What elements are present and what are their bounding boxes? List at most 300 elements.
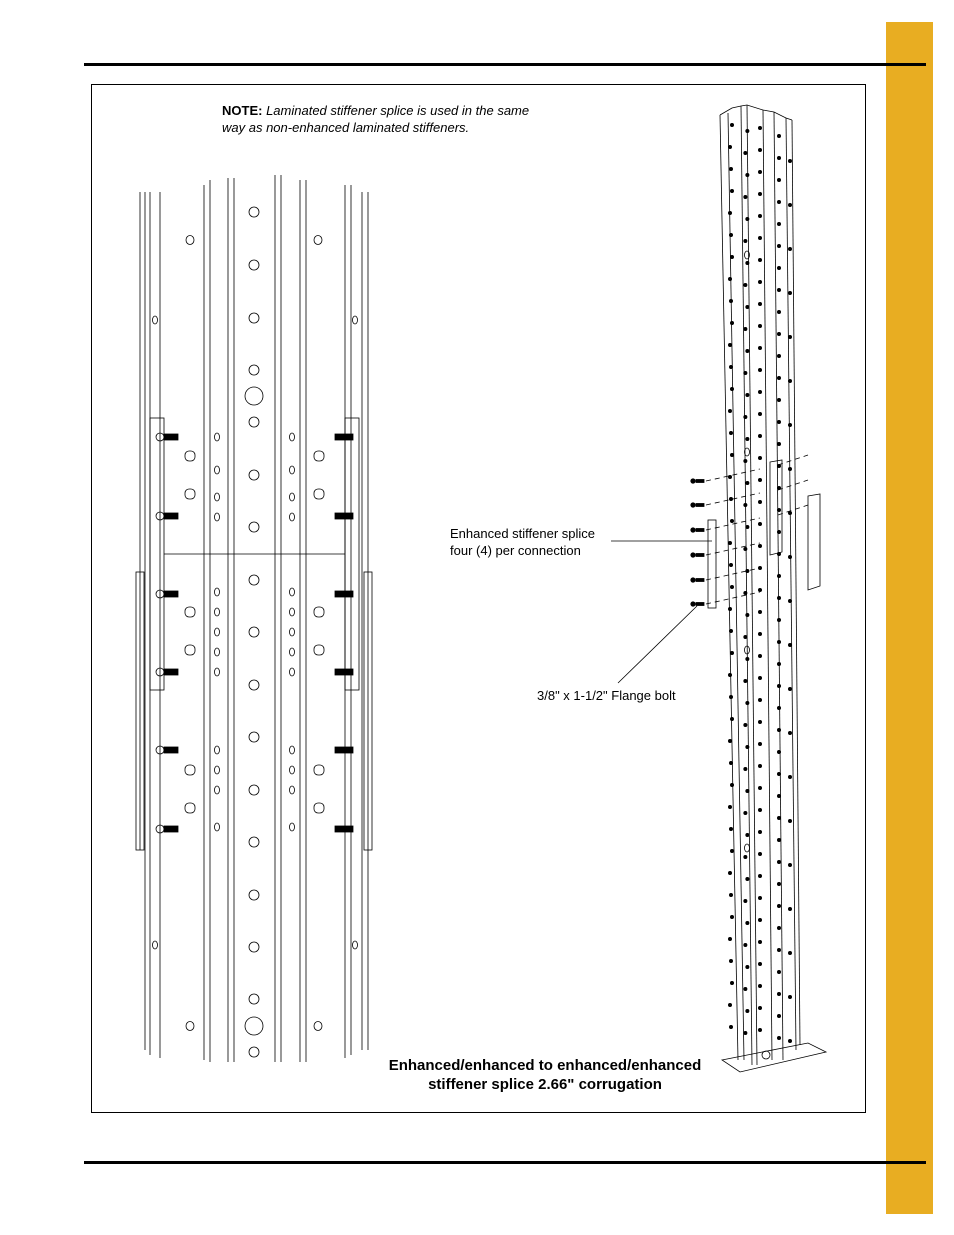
center-hole xyxy=(249,627,259,637)
slot-hole xyxy=(290,628,295,636)
center-hole xyxy=(249,207,259,217)
post-hole xyxy=(729,959,732,962)
post-hole xyxy=(730,519,733,522)
bolt-shank-left xyxy=(164,669,178,675)
bolt-callout: 3/8" x 1-1/2" Flange bolt xyxy=(537,688,676,703)
post-hole xyxy=(758,962,761,965)
post-hole xyxy=(744,767,747,770)
slot-hole xyxy=(290,766,295,774)
post-edge-line xyxy=(792,120,800,1045)
iso-splice-plate-mid xyxy=(770,460,782,555)
post-hole xyxy=(777,662,780,665)
slot-hole xyxy=(215,823,220,831)
iso-splice-plate-left xyxy=(708,520,716,608)
post-hole xyxy=(729,1025,732,1028)
post-hole xyxy=(744,987,747,990)
post-hole xyxy=(758,852,761,855)
post-hole xyxy=(777,178,780,181)
post-hole xyxy=(758,764,761,767)
post-hole xyxy=(744,679,747,682)
post-hole xyxy=(758,676,761,679)
iso-bolt-shank xyxy=(696,529,704,532)
splice-hole xyxy=(185,645,195,655)
post-hole xyxy=(744,327,747,330)
post-hole xyxy=(777,684,780,687)
post-hole xyxy=(730,321,733,324)
post-hole xyxy=(777,508,780,511)
post-hole xyxy=(788,423,791,426)
post-hole xyxy=(758,830,761,833)
bolt-shank-right xyxy=(335,669,353,675)
post-hole xyxy=(746,569,749,572)
iso-bolt-head xyxy=(691,479,695,483)
bolt-shank-right xyxy=(335,747,353,753)
post-hole xyxy=(758,566,761,569)
post-hole xyxy=(758,302,761,305)
post-hole xyxy=(758,434,761,437)
post-hole xyxy=(788,863,791,866)
slot-hole xyxy=(290,648,295,656)
post-hole xyxy=(746,965,749,968)
post-hole xyxy=(728,871,731,874)
bolt-shank-right xyxy=(335,513,353,519)
bolt-shank-left xyxy=(164,434,178,440)
post-hole xyxy=(729,629,732,632)
post-hole xyxy=(730,453,733,456)
post-hole xyxy=(777,354,780,357)
post-hole xyxy=(744,547,747,550)
post-hole xyxy=(777,970,780,973)
post-edge-line xyxy=(720,115,738,1060)
splice-hole xyxy=(185,607,195,617)
iso-bolt-head xyxy=(691,602,695,606)
post-hole xyxy=(746,525,749,528)
center-hole xyxy=(249,680,259,690)
post-hole xyxy=(788,775,791,778)
iso-bolt-shank xyxy=(696,579,704,582)
post-hole xyxy=(777,750,780,753)
slot-hole xyxy=(215,786,220,794)
post-hole xyxy=(744,415,747,418)
iso-bolt-head xyxy=(691,553,695,557)
post-hole xyxy=(730,387,733,390)
post-hole xyxy=(729,431,732,434)
post-hole xyxy=(746,261,749,264)
post-hole xyxy=(746,1009,749,1012)
post-hole xyxy=(729,365,732,368)
note-label: NOTE: xyxy=(222,103,263,118)
post-hole xyxy=(758,368,761,371)
post-hole xyxy=(777,904,780,907)
splice-hole xyxy=(185,803,195,813)
post-hole xyxy=(777,618,780,621)
leader-lines xyxy=(611,541,712,683)
post-hole xyxy=(758,918,761,921)
post-hole xyxy=(788,687,791,690)
slot-hole xyxy=(215,648,220,656)
slot-hole xyxy=(290,668,295,676)
base-hole xyxy=(762,1051,770,1059)
post-hole xyxy=(777,728,780,731)
post-hole xyxy=(758,698,761,701)
post-hole xyxy=(758,786,761,789)
figure-caption xyxy=(360,1056,730,1094)
splice-hole xyxy=(185,451,195,461)
slot-hole xyxy=(215,628,220,636)
post-hole xyxy=(777,420,780,423)
post-hole xyxy=(758,390,761,393)
side-hole xyxy=(314,236,322,245)
post-hole xyxy=(777,860,780,863)
slot-hole xyxy=(290,513,295,521)
post-large-hole xyxy=(745,844,750,852)
post-hole xyxy=(758,896,761,899)
post-hole xyxy=(788,907,791,910)
post-hole xyxy=(730,915,733,918)
side-hole xyxy=(186,1022,194,1031)
center-hole xyxy=(249,470,259,480)
post-hole xyxy=(746,393,749,396)
post-hole xyxy=(746,129,749,132)
bolt-shank-left xyxy=(164,826,178,832)
slot-hole xyxy=(290,608,295,616)
post-hole xyxy=(746,613,749,616)
large-hole xyxy=(245,387,263,405)
post-hole xyxy=(746,833,749,836)
post-hole xyxy=(758,654,761,657)
center-hole xyxy=(249,890,259,900)
post-hole xyxy=(758,588,761,591)
bolt-shank-right xyxy=(335,826,353,832)
post-hole xyxy=(777,1014,780,1017)
post-hole xyxy=(777,310,780,313)
post-hole xyxy=(788,291,791,294)
iso-bolt-shank xyxy=(696,480,704,483)
post-hole xyxy=(777,992,780,995)
post-hole xyxy=(744,371,747,374)
post-hole xyxy=(758,940,761,943)
post-edge-line xyxy=(747,105,757,1065)
slot-hole xyxy=(290,493,295,501)
center-hole xyxy=(249,522,259,532)
post-hole xyxy=(729,893,732,896)
post-hole xyxy=(777,926,780,929)
center-hole xyxy=(249,732,259,742)
slot-hole xyxy=(215,513,220,521)
slot-hole xyxy=(215,746,220,754)
post-hole xyxy=(777,816,780,819)
post-hole xyxy=(728,475,731,478)
post-hole xyxy=(746,173,749,176)
bolt-shank-right xyxy=(335,591,353,597)
splice-plate-right xyxy=(345,418,359,690)
post-hole xyxy=(777,596,780,599)
post-hole xyxy=(744,503,747,506)
post-hole xyxy=(758,192,761,195)
post-hole xyxy=(728,739,731,742)
post-hole xyxy=(746,701,749,704)
iso-bolt-head xyxy=(691,528,695,532)
post-hole xyxy=(744,943,747,946)
post-hole xyxy=(777,156,780,159)
post-hole xyxy=(777,266,780,269)
slot-hole xyxy=(215,493,220,501)
post-hole xyxy=(777,574,780,577)
post-hole xyxy=(788,555,791,558)
center-hole xyxy=(249,1047,259,1057)
post-hole xyxy=(746,657,749,660)
edge-slot xyxy=(153,941,158,949)
slot-hole xyxy=(290,786,295,794)
post-hole xyxy=(788,203,791,206)
post-hole xyxy=(777,464,780,467)
post-hole xyxy=(730,981,733,984)
post-hole xyxy=(788,335,791,338)
slot-hole xyxy=(215,588,220,596)
large-hole xyxy=(245,1017,263,1035)
splice-hole xyxy=(185,765,195,775)
post-hole xyxy=(730,189,733,192)
post-hole xyxy=(788,247,791,250)
isometric-view xyxy=(691,105,826,1072)
bolt-shank-right xyxy=(335,434,353,440)
post-hole xyxy=(758,280,761,283)
splice-hole xyxy=(185,489,195,499)
edge-slot xyxy=(353,941,358,949)
post-hole xyxy=(730,123,733,126)
post-hole xyxy=(728,937,731,940)
center-hole xyxy=(249,575,259,585)
post-hole xyxy=(758,456,761,459)
post-hole xyxy=(777,794,780,797)
bolt-shank-left xyxy=(164,747,178,753)
center-hole xyxy=(249,313,259,323)
post-hole xyxy=(758,148,761,151)
front-view xyxy=(136,175,372,1062)
post-hole xyxy=(729,563,732,566)
post-hole xyxy=(777,552,780,555)
post-hole xyxy=(744,239,747,242)
post-hole xyxy=(777,1036,780,1039)
splice-hole xyxy=(314,451,324,461)
post-hole xyxy=(777,882,780,885)
post-hole xyxy=(758,126,761,129)
bolt-shank-left xyxy=(164,591,178,597)
post-hole xyxy=(728,607,731,610)
post-hole xyxy=(758,522,761,525)
post-hole xyxy=(777,222,780,225)
post-hole xyxy=(788,819,791,822)
post-hole xyxy=(777,772,780,775)
post-hole xyxy=(777,288,780,291)
post-hole xyxy=(758,412,761,415)
splice-hole xyxy=(314,803,324,813)
post-hole xyxy=(744,899,747,902)
post-hole xyxy=(777,838,780,841)
iso-bolt-head xyxy=(691,503,695,507)
post-hole xyxy=(777,134,780,137)
post-hole xyxy=(777,530,780,533)
center-hole xyxy=(249,417,259,427)
post-hole xyxy=(758,874,761,877)
post-hole xyxy=(746,877,749,880)
edge-slot xyxy=(153,316,158,324)
post-hole xyxy=(728,145,731,148)
post-hole xyxy=(788,1039,791,1042)
post-hole xyxy=(758,170,761,173)
post-hole xyxy=(758,544,761,547)
post-hole xyxy=(788,643,791,646)
post-hole xyxy=(758,742,761,745)
bolt-shank-left xyxy=(164,513,178,519)
post-hole xyxy=(729,497,732,500)
center-hole xyxy=(249,942,259,952)
post-hole xyxy=(777,376,780,379)
center-hole xyxy=(249,785,259,795)
post-hole xyxy=(788,951,791,954)
post-hole xyxy=(758,324,761,327)
post-edge-line xyxy=(763,110,772,1060)
note-body: Laminated stiffener splice is used in the same way as non-enhanced laminated stiffeners. xyxy=(222,103,530,135)
post-hole xyxy=(729,761,732,764)
post-hole xyxy=(746,789,749,792)
post-hole xyxy=(746,481,749,484)
post-hole xyxy=(746,745,749,748)
post-hole xyxy=(728,343,731,346)
edge-slot xyxy=(353,316,358,324)
post-hole xyxy=(730,717,733,720)
post-hole xyxy=(758,500,761,503)
post-hole xyxy=(730,849,733,852)
post-hole xyxy=(777,442,780,445)
post-hole xyxy=(788,159,791,162)
post-hole xyxy=(788,379,791,382)
post-hole xyxy=(758,610,761,613)
post-hole xyxy=(728,277,731,280)
splice-callout-line2: four (4) per connection xyxy=(450,543,581,558)
assembly-dash-line xyxy=(778,455,808,465)
post-hole xyxy=(744,283,747,286)
post-hole xyxy=(744,151,747,154)
post-hole xyxy=(744,591,747,594)
bolt-leader xyxy=(618,606,697,683)
iso-bolt-head xyxy=(691,578,695,582)
post-hole xyxy=(746,921,749,924)
post-edge-line xyxy=(774,112,783,1060)
post-hole xyxy=(746,349,749,352)
slot-hole xyxy=(215,668,220,676)
caption-line2: stiffener splice 2.66" corrugation xyxy=(428,1076,662,1093)
post-hole xyxy=(758,632,761,635)
slot-hole xyxy=(215,466,220,474)
post-hole xyxy=(744,855,747,858)
side-hole xyxy=(186,236,194,245)
post-hole xyxy=(758,236,761,239)
iso-bolt-shank xyxy=(696,603,704,606)
post-hole xyxy=(729,827,732,830)
splice-plate-left xyxy=(150,418,164,690)
post-hole xyxy=(728,211,731,214)
post-hole xyxy=(746,305,749,308)
post-hole xyxy=(728,409,731,412)
post-hole xyxy=(758,1028,761,1031)
post-hole xyxy=(788,511,791,514)
post-hole xyxy=(730,255,733,258)
post-hole xyxy=(758,984,761,987)
post-hole xyxy=(758,258,761,261)
post-hole xyxy=(777,706,780,709)
center-hole xyxy=(249,365,259,375)
post-hole xyxy=(728,673,731,676)
post-hole xyxy=(758,1006,761,1009)
splice-hole xyxy=(314,489,324,499)
splice-hole xyxy=(314,645,324,655)
post-top-outline xyxy=(720,105,792,120)
post-hole xyxy=(758,346,761,349)
iso-splice-plate-right xyxy=(808,494,820,590)
post-hole xyxy=(728,805,731,808)
post-hole xyxy=(777,244,780,247)
post-hole xyxy=(777,948,780,951)
iso-bolt-shank xyxy=(696,504,704,507)
post-hole xyxy=(788,995,791,998)
splice-hole xyxy=(314,765,324,775)
slot-hole xyxy=(290,823,295,831)
post-hole xyxy=(788,599,791,602)
assembly-dash-line xyxy=(706,469,760,481)
post-hole xyxy=(730,651,733,654)
post-hole xyxy=(788,731,791,734)
splice-callout xyxy=(450,525,595,559)
center-hole xyxy=(249,260,259,270)
slot-hole xyxy=(290,746,295,754)
slot-hole xyxy=(290,466,295,474)
post-hole xyxy=(729,695,732,698)
post-hole xyxy=(777,486,780,489)
slot-hole xyxy=(215,608,220,616)
post-hole xyxy=(746,437,749,440)
post-hole xyxy=(788,467,791,470)
slot-hole xyxy=(215,433,220,441)
post-hole xyxy=(728,1003,731,1006)
center-hole xyxy=(249,837,259,847)
caption-line1: Enhanced/enhanced to enhanced/enhanced xyxy=(388,1057,702,1074)
side-hole xyxy=(314,1022,322,1031)
post-edge-line xyxy=(741,106,752,1065)
post-hole xyxy=(744,811,747,814)
post-hole xyxy=(744,635,747,638)
post-hole xyxy=(730,783,733,786)
post-hole xyxy=(729,299,732,302)
post-hole xyxy=(744,195,747,198)
post-hole xyxy=(744,1031,747,1034)
post-hole xyxy=(730,585,733,588)
slot-hole xyxy=(290,588,295,596)
iso-bolt-shank xyxy=(696,554,704,557)
post-hole xyxy=(777,200,780,203)
post-hole xyxy=(758,720,761,723)
post-hole xyxy=(729,167,732,170)
post-hole xyxy=(744,723,747,726)
post-hole xyxy=(777,398,780,401)
post-hole xyxy=(746,217,749,220)
assembly-dash-line xyxy=(778,480,808,490)
splice-callout-line1: Enhanced stiffener splice xyxy=(450,526,596,541)
post-hole xyxy=(758,478,761,481)
post-hole xyxy=(744,459,747,462)
slot-hole xyxy=(290,433,295,441)
post-hole xyxy=(728,541,731,544)
